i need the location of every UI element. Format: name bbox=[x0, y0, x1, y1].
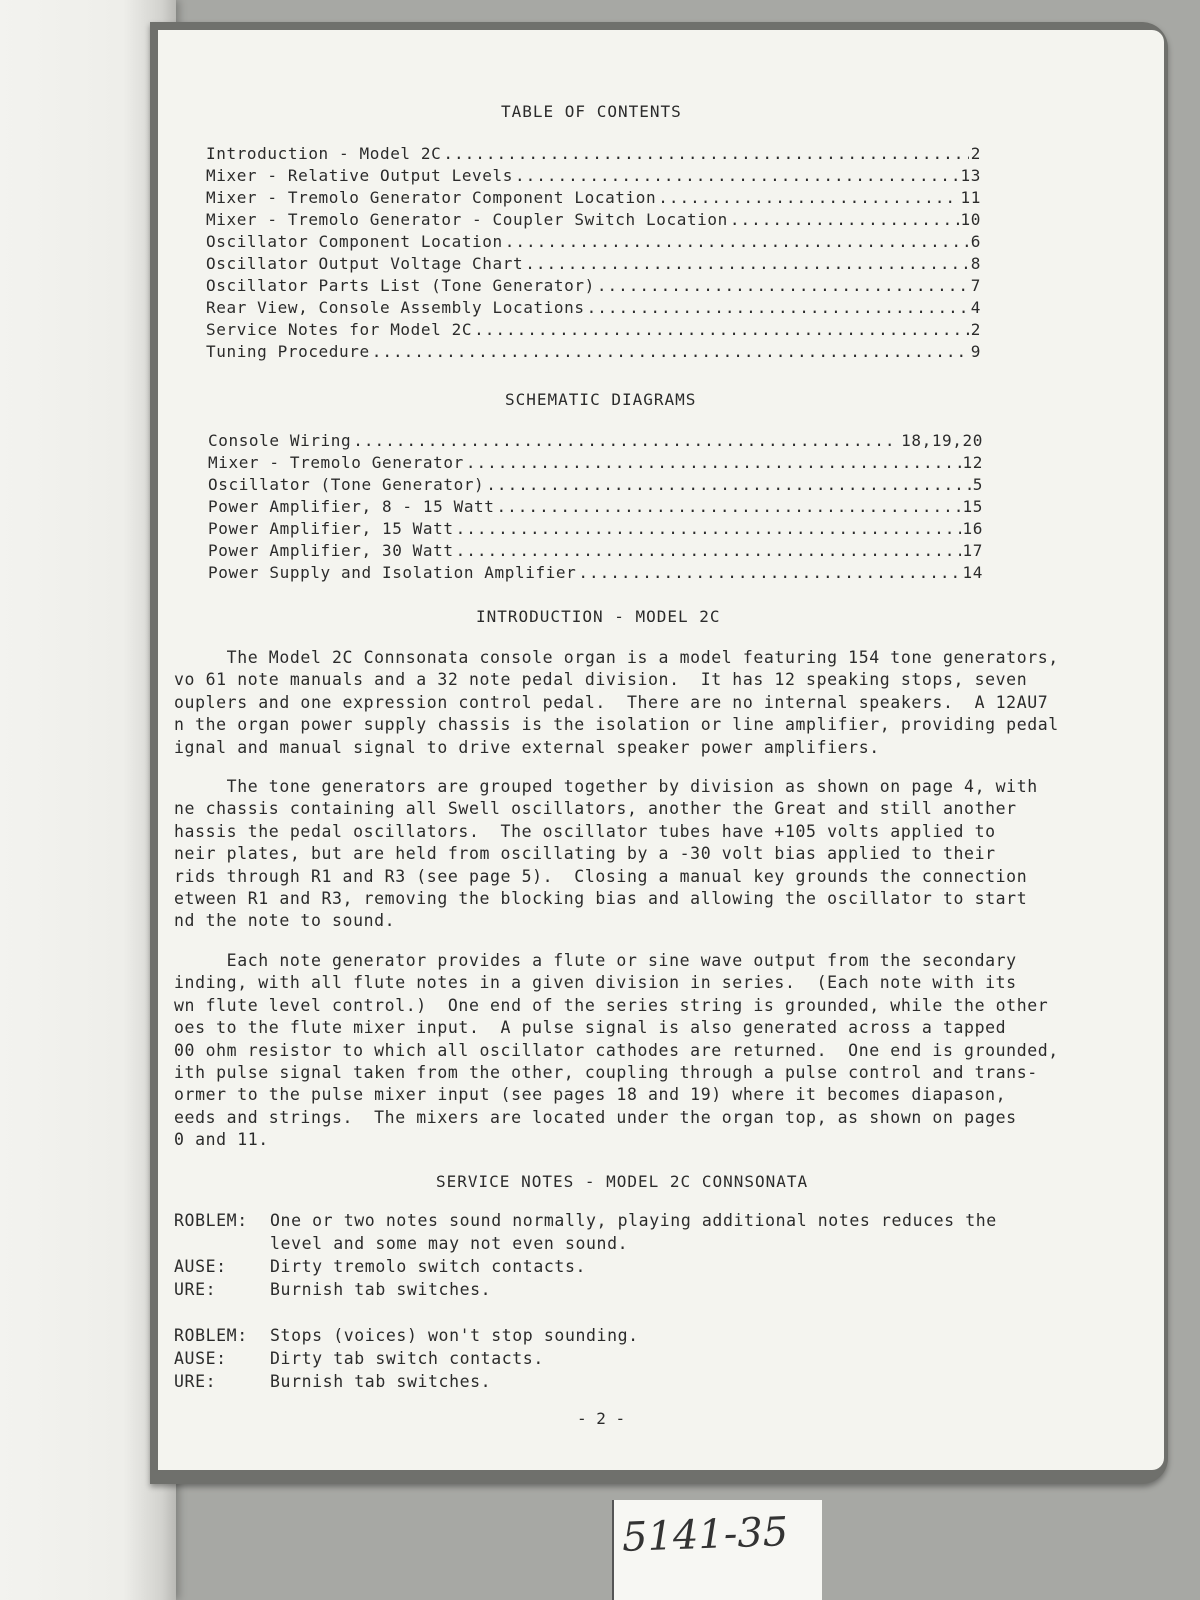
entry-title: Oscillator Parts List (Tone Generator) bbox=[206, 276, 595, 295]
entry-title: Mixer - Tremolo Generator Component Location bbox=[206, 188, 657, 207]
intro-paragraph: The tone generators are grouped together by division as shown on page 4, with ne chassis containing all Swell oscillators, another the Great and still another hassis the pedal oscillators. The oscillator tubes have +105 volts applied to neir plates, but are held from oscillating by a -30 volt bias applied to their rids through R1 and R3 (see page 5). Closing a manual key grounds the connection etween R1 and R3, removing the blocking bias and allowing the oscillator to start nd the note to sound. bbox=[174, 777, 1038, 931]
entry-title: Power Amplifier, 8 - 15 Watt bbox=[208, 497, 495, 516]
entry-page: 6 bbox=[970, 232, 981, 251]
dot-leader bbox=[658, 188, 958, 207]
entry-page: 2 bbox=[970, 144, 981, 163]
cure-text: Burnish tab switches. bbox=[270, 1372, 492, 1391]
toc-entry bbox=[208, 519, 983, 541]
toc-entry bbox=[206, 210, 981, 232]
problem-continuation: level and some may not even sound. bbox=[270, 1234, 629, 1253]
entry-page: 12 bbox=[962, 453, 983, 472]
cause-label: AUSE: bbox=[174, 1257, 227, 1276]
toc-entry bbox=[206, 298, 981, 320]
problem-text: Stops (voices) won't stop sounding. bbox=[270, 1326, 639, 1345]
dot-leader bbox=[443, 144, 968, 163]
entry-page: 2 bbox=[970, 320, 981, 339]
toc-entry bbox=[206, 166, 981, 188]
toc-entry bbox=[208, 431, 983, 453]
entry-title: Oscillator Component Location bbox=[206, 232, 503, 251]
cure-label: URE: bbox=[174, 1280, 217, 1299]
entry-page: 5 bbox=[972, 475, 983, 494]
entry-page: 11 bbox=[960, 188, 981, 207]
toc-entry bbox=[206, 144, 981, 166]
entry-page: 10 bbox=[960, 210, 981, 229]
problem-text: One or two notes sound normally, playing additional notes reduces the bbox=[270, 1211, 997, 1230]
dot-leader bbox=[597, 276, 969, 295]
dot-leader bbox=[474, 320, 969, 339]
dot-leader bbox=[730, 210, 959, 229]
page-number: - 2 - bbox=[577, 1409, 626, 1428]
entry-page: 8 bbox=[970, 254, 981, 273]
dot-leader bbox=[372, 342, 969, 361]
entry-title: Power Amplifier, 15 Watt bbox=[208, 519, 454, 538]
entry-page: 15 bbox=[962, 497, 983, 516]
toc-entry bbox=[206, 188, 981, 210]
entry-title: Rear View, Console Assembly Locations bbox=[206, 298, 585, 317]
toc-entry bbox=[206, 320, 981, 342]
entry-title: Power Supply and Isolation Amplifier bbox=[208, 563, 577, 582]
entry-page: 18,19,20 bbox=[901, 431, 983, 450]
entry-title: Power Amplifier, 30 Watt bbox=[208, 541, 454, 560]
toc-entry bbox=[208, 475, 983, 497]
entry-page: 14 bbox=[962, 563, 983, 582]
entry-title: Introduction - Model 2C bbox=[206, 144, 442, 163]
dot-leader bbox=[466, 453, 961, 472]
toc-entry bbox=[208, 497, 983, 519]
entry-page: 7 bbox=[970, 276, 981, 295]
dot-leader bbox=[456, 519, 961, 538]
entry-title: Tuning Procedure bbox=[206, 342, 370, 361]
entry-page: 9 bbox=[970, 342, 981, 361]
toc-entry bbox=[208, 563, 983, 585]
dot-leader bbox=[486, 475, 970, 494]
entry-title: Console Wiring bbox=[208, 431, 352, 450]
toc-entry bbox=[206, 232, 981, 254]
cause-label: AUSE: bbox=[174, 1349, 227, 1368]
introduction-heading: INTRODUCTION - MODEL 2C bbox=[476, 607, 721, 626]
entry-title: Mixer - Relative Output Levels bbox=[206, 166, 513, 185]
intro-paragraph: Each note generator provides a flute or sine wave output from the secondary inding, with all flute notes in a given division in series. (Each note with its wn flute level control.) One end of the series string is grounded, while the other oes to the flute mixer input. A pulse signal is also generated across a tapped 00 ohm resistor to which all oscillator cathodes are returned. One end is grounded, ith pulse signal taken from the other, coupling through a pulse control and trans- ormer to the pulse mixer input (see pages 18 and 19) where it becomes diapason, eeds and strings. The mixers are located under the organ top, as shown on pages 0 and 11. bbox=[174, 951, 1059, 1150]
cure-label: URE: bbox=[174, 1372, 217, 1391]
entry-title: Oscillator Output Voltage Chart bbox=[206, 254, 524, 273]
dot-leader bbox=[515, 166, 959, 185]
toc-entry bbox=[208, 453, 983, 475]
intro-paragraph: The Model 2C Connsonata console organ is a model featuring 154 tone generators, vo 61 note manuals and a 32 note pedal division. It has 12 speaking stops, seven ouplers and one expression control pedal. There are no internal speakers. A 12AU7 n the organ power supply chassis is the isolation or line amplifier, providing pedal ignal and manual signal to drive external speaker power amplifiers. bbox=[174, 648, 1059, 757]
service-notes-heading: SERVICE NOTES - MODEL 2C CONNSONATA bbox=[436, 1172, 809, 1191]
cause-text: Dirty tremolo switch contacts. bbox=[270, 1257, 587, 1276]
cause-text: Dirty tab switch contacts. bbox=[270, 1349, 544, 1368]
entry-page: 17 bbox=[962, 541, 983, 560]
dot-leader bbox=[525, 254, 969, 273]
dot-leader bbox=[353, 431, 899, 450]
dot-leader bbox=[505, 232, 969, 251]
handwritten-stamp: 5141-35 bbox=[621, 1509, 789, 1561]
entry-page: 13 bbox=[960, 166, 981, 185]
problem-label: ROBLEM: bbox=[174, 1326, 248, 1345]
entry-title: Mixer - Tremolo Generator - Coupler Switch Location bbox=[206, 210, 728, 229]
dot-leader bbox=[578, 563, 960, 582]
entry-page: 16 bbox=[962, 519, 983, 538]
entry-title: Oscillator (Tone Generator) bbox=[208, 475, 485, 494]
toc-entry bbox=[206, 276, 981, 298]
entry-title: Service Notes for Model 2C bbox=[206, 320, 473, 339]
entry-page: 4 bbox=[970, 298, 981, 317]
toc-entry bbox=[206, 254, 981, 276]
dot-leader bbox=[456, 541, 961, 560]
toc-entry bbox=[208, 541, 983, 563]
toc-entry bbox=[206, 342, 981, 364]
schematics-heading: SCHEMATIC DIAGRAMS bbox=[505, 390, 697, 409]
dot-leader bbox=[587, 298, 969, 317]
entry-title: Mixer - Tremolo Generator bbox=[208, 453, 464, 472]
toc-heading: TABLE OF CONTENTS bbox=[501, 102, 682, 121]
problem-label: ROBLEM: bbox=[174, 1211, 248, 1230]
cure-text: Burnish tab switches. bbox=[270, 1280, 492, 1299]
dot-leader bbox=[497, 497, 961, 516]
